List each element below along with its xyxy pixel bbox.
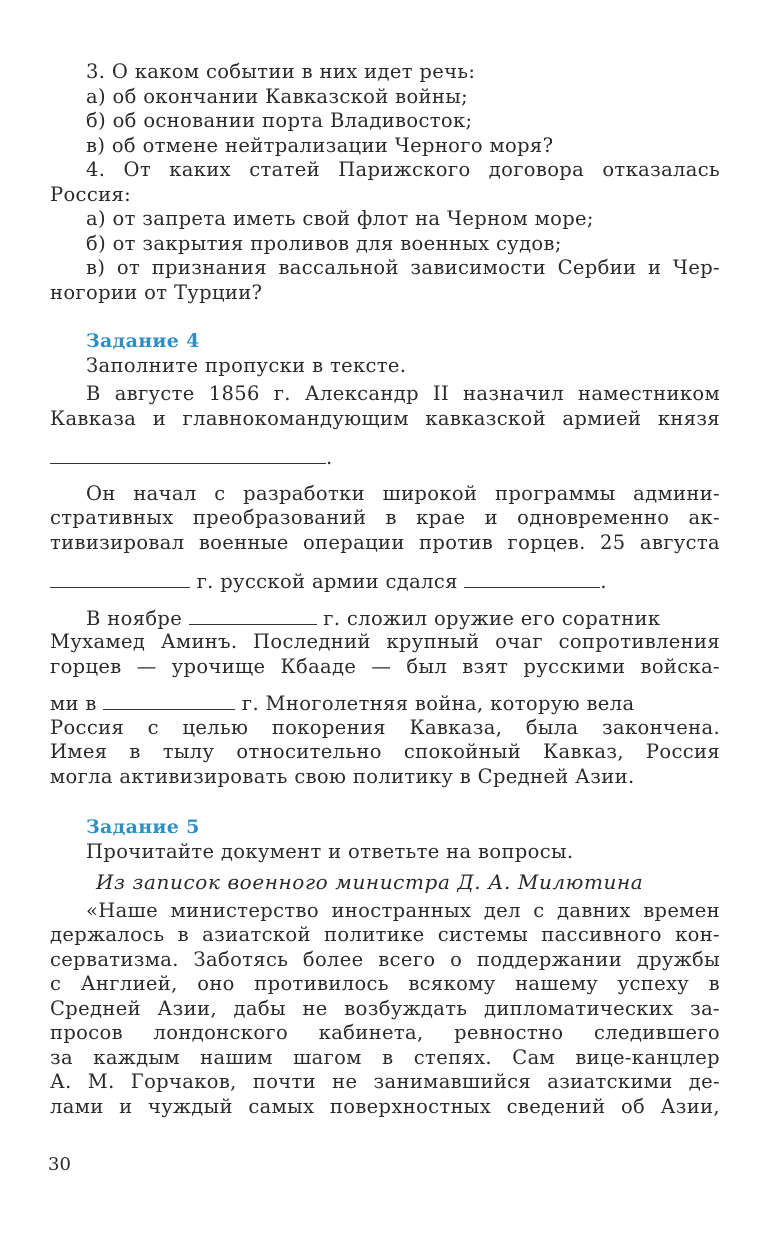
page-content (50, 60, 720, 1119)
document-line: серватизма. Заботясь более всего о поддержании дружбы (50, 947, 720, 971)
task-4-p3-line5: Россия с целью покорения Кавказа, была закончена. (50, 715, 720, 739)
task-4-p1-line3 (50, 445, 720, 470)
document-line: держалось в азиатской политике системы пассивного кон- (50, 923, 720, 946)
blank-field[interactable] (50, 569, 190, 588)
question-4-line1: 4. От каких статей Парижского договора отказалась (86, 158, 720, 181)
task-4-p2-line4-end: . (600, 570, 607, 593)
task-4-p2-line2: стративных преобразований в крае и одновременно ак- (50, 506, 720, 529)
q3-option-b: б) об основании порта Владивосток; (86, 109, 473, 132)
task-4-p3-line4-start: ми в (50, 692, 97, 715)
task-4-p3-line1-start: В ноябре (86, 606, 183, 630)
question-3: 3. О каком событии в них идет речь: (86, 60, 476, 83)
document-title: Из записок военного министра Д. А. Милютина (96, 870, 644, 894)
blank-field[interactable] (464, 569, 600, 588)
document-line: с Англией, оно противилось всякому нашему успеху в (50, 972, 720, 995)
blank-field[interactable] (103, 691, 235, 710)
q3-option-c: в) об отмене нейтрализации Черного моря? (86, 133, 554, 157)
task-4-p1-line1: В августе 1856 г. Александр II назначил наместником (86, 382, 720, 405)
task-4-heading: Задание 4 (86, 330, 200, 352)
page-number: 30 (48, 1154, 71, 1175)
task-4-p3-line1-end: г. сложил оружие его соратник (323, 606, 661, 630)
task-4-p2-line1: Он начал с разработки широкой программы админи- (86, 481, 720, 505)
q3-option-a: а) об окончании Кавказской войны; (86, 84, 469, 108)
blank-field[interactable] (189, 606, 317, 625)
document-line: за каждым нашим шагом в степях. Сам вице-канцлер (50, 1045, 720, 1069)
question-4-line2: Россия: (50, 182, 132, 206)
q4-option-c-line1: в) от признания вассальной зависимости Сербии и Чер- (86, 256, 720, 279)
task-4-p3-line1 (50, 606, 720, 631)
task-4-instruction: Заполните пропуски в тексте. (86, 353, 407, 377)
task-4-p3-line4-end: г. Многолетняя война, которую вела (241, 692, 635, 715)
task-4-p3-line3: горцев — урочище Кбааде — был взят русскими войска- (50, 654, 720, 678)
document-line: Средней Азии, дабы не возбуждать дипломатических за- (50, 996, 720, 1020)
task-4-p3-line7: могла активизировать свою политику в Средней Азии. (50, 764, 635, 788)
task-4-p2-line4-mid: г. русской армии сдался (196, 570, 458, 593)
q4-option-c-line2: ногории от Турции? (50, 280, 263, 304)
task-4-p2-line4 (50, 569, 720, 594)
task-4-p1-end: . (326, 446, 333, 469)
document-line: просов лондонского кабинета, ревностно следившего (50, 1021, 720, 1044)
task-4-p3-line4 (50, 691, 720, 716)
q4-option-b: б) от закрытия проливов для военных судов; (86, 231, 562, 255)
task-4-p2-line3: тивизировал военные операции против горцев. 25 августа (50, 530, 720, 554)
task-5-instruction: Прочитайте документ и ответьте на вопросы. (86, 839, 574, 863)
document-line: А. М. Горчаков, почти не занимавшийся азиатскими де- (50, 1070, 720, 1093)
task-4-p3-line2: Мухамед Аминъ. Последний крупный очаг сопротивления (50, 630, 720, 653)
task-5-heading: Задание 5 (86, 816, 200, 838)
task-4-p1-line2: Кавказа и главнокомандующим кавказской армией князя (50, 406, 720, 430)
task-4-p3-line6: Имея в тылу относительно спокойный Кавказ, Россия (50, 740, 720, 763)
q4-option-a: а) от запрета иметь свой флот на Черном море; (86, 207, 594, 230)
blank-field[interactable] (50, 445, 326, 464)
document-line: «Наше министерство иностранных дел с давних времен (86, 898, 720, 922)
document-line: лами и чуждый самых поверхностных сведений об Азии, (50, 1094, 720, 1118)
